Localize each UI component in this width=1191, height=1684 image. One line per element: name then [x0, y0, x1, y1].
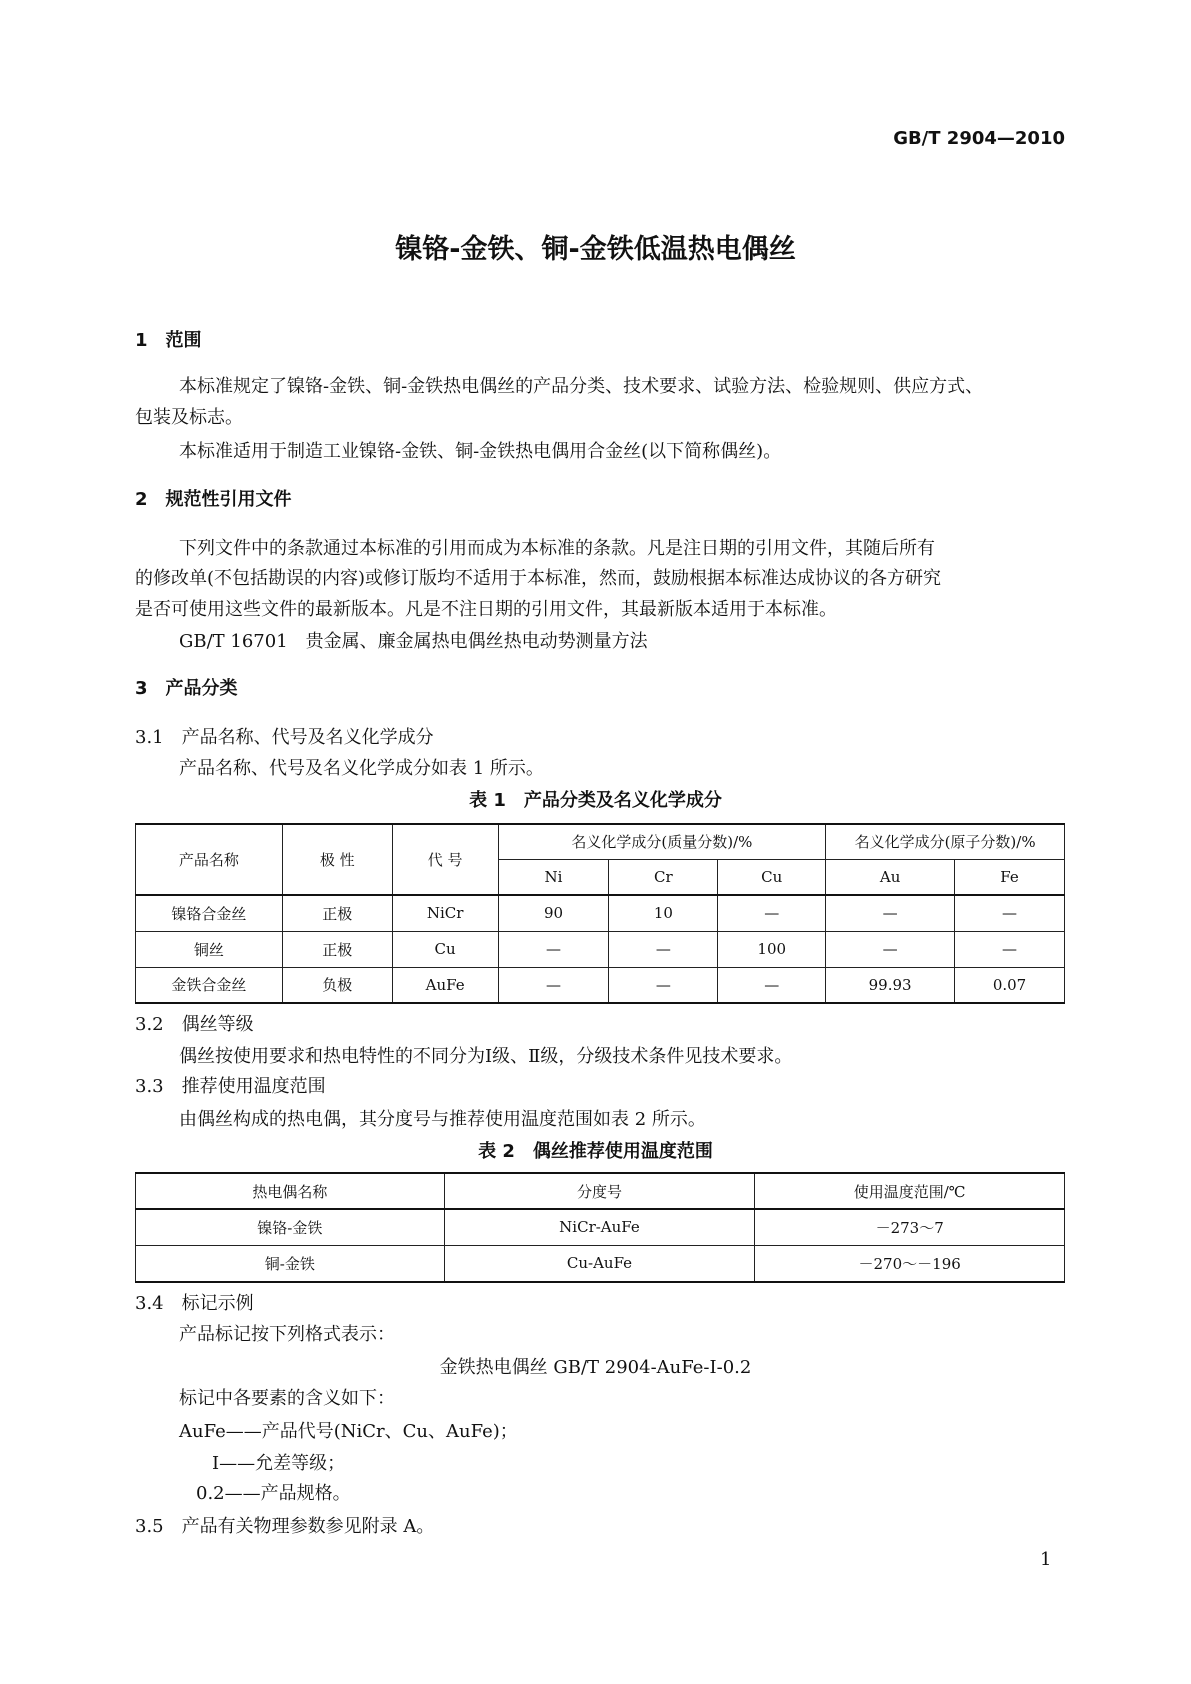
table-2 [135, 1172, 1065, 1283]
cell: — [955, 931, 1065, 967]
cell: 镍铬合金丝 [136, 895, 283, 931]
cell: 99.93 [826, 967, 955, 1003]
cell: NiCr [392, 895, 498, 931]
cell: — [498, 967, 609, 1003]
table-row [136, 931, 1065, 967]
paragraph: 产品标记按下列格式表示： [179, 1324, 395, 1345]
cell: NiCr-AuFe [444, 1209, 755, 1245]
paragraph: 是否可使用这些文件的最新版本。凡是不注日期的引用文件，其最新版本适用于本标准。 [135, 599, 837, 620]
cell: — [955, 895, 1065, 931]
section-1-heading: 1 范围 [135, 330, 202, 351]
table-row [136, 1245, 1065, 1282]
marking-example: 金铁热电偶丝 GB/T 2904-AuFe-Ⅰ-0.2 [439, 1357, 752, 1378]
reference: GB/T 16701 贵金属、廉金属热电偶丝热电动势测量方法 [179, 631, 648, 652]
paragraph: 由偶丝构成的热电偶，其分度号与推荐使用温度范围如表 2 所示。 [179, 1109, 706, 1130]
cell: — [826, 931, 955, 967]
cell: — [718, 967, 826, 1003]
subsection-heading: 3.2 偶丝等级 [135, 1014, 254, 1035]
cell: — [609, 931, 718, 967]
cell: 正极 [282, 931, 392, 967]
header-cell: 热电偶名称 [136, 1173, 445, 1209]
cell: — [826, 895, 955, 931]
header-cell: Ni [498, 859, 609, 895]
subsection-heading: 3.5 产品有关物理参数参见附录 A。 [135, 1516, 435, 1537]
cell: －273～7 [755, 1209, 1065, 1245]
header-cell: Au [826, 859, 955, 895]
table-1-title: 表 1 产品分类及名义化学成分 [469, 790, 722, 811]
cell: －270～－196 [755, 1245, 1065, 1282]
paragraph: 的修改单(不包括勘误的内容)或修订版均不适用于本标准，然而，鼓励根据本标准达成协议的各方研究 [135, 568, 942, 589]
cell: Cu [392, 931, 498, 967]
header-cell: 分度号 [444, 1173, 755, 1209]
cell: 铜-金铁 [136, 1245, 445, 1282]
cell: — [718, 895, 826, 931]
table-row [136, 967, 1065, 1003]
subsection-heading: 3.1 产品名称、代号及名义化学成分 [135, 727, 434, 748]
header-cell: Cr [609, 859, 718, 895]
page-number: 1 [1040, 1549, 1052, 1570]
cell: 90 [498, 895, 609, 931]
subsection-heading: 3.4 标记示例 [135, 1293, 254, 1314]
paragraph: 本标准适用于制造工业镍铬-金铁、铜-金铁热电偶用合金丝(以下简称偶丝)。 [179, 441, 782, 462]
cell: AuFe [392, 967, 498, 1003]
cell: 0.07 [955, 967, 1065, 1003]
paragraph: 产品名称、代号及名义化学成分如表 1 所示。 [179, 758, 544, 779]
page-title: 镍铬-金铁、铜-金铁低温热电偶丝 [395, 234, 796, 265]
paragraph: 标记中各要素的含义如下： [179, 1388, 395, 1409]
table-1 [135, 823, 1065, 1004]
cell: — [498, 931, 609, 967]
header-cell: 极 性 [282, 824, 392, 895]
cell: 10 [609, 895, 718, 931]
table-row [136, 895, 1065, 931]
cell: 100 [718, 931, 826, 967]
cell: 镍铬-金铁 [136, 1209, 445, 1245]
header-cell: 产品名称 [136, 824, 283, 895]
header-cell: 使用温度范围/℃ [755, 1173, 1065, 1209]
header-cell: 名义化学成分(原子分数)/% [826, 824, 1065, 859]
cell: 铜丝 [136, 931, 283, 967]
table-row [136, 1209, 1065, 1245]
header-cell: Fe [955, 859, 1065, 895]
cell: Cu-AuFe [444, 1245, 755, 1282]
header-cell: Cu [718, 859, 826, 895]
cell: 负极 [282, 967, 392, 1003]
header-cell: 名义化学成分(质量分数)/% [498, 824, 826, 859]
section-2-heading: 2 规范性引用文件 [135, 489, 292, 510]
table-2-title: 表 2 偶丝推荐使用温度范围 [478, 1141, 713, 1162]
standard-code: GB/T 2904—2010 [893, 128, 1065, 149]
definition: Ⅰ——允差等级； [212, 1453, 346, 1474]
paragraph: 包装及标志。 [135, 407, 243, 428]
section-3-heading: 3 产品分类 [135, 678, 238, 699]
header-cell: 代 号 [392, 824, 498, 895]
definition: AuFe——产品代号(NiCr、Cu、AuFe)； [179, 1421, 518, 1442]
subsection-heading: 3.3 推荐使用温度范围 [135, 1076, 326, 1097]
paragraph: 下列文件中的条款通过本标准的引用而成为本标准的条款。凡是注日期的引用文件，其随后所有 [179, 538, 935, 559]
cell: — [609, 967, 718, 1003]
paragraph: 偶丝按使用要求和热电特性的不同分为Ⅰ级、Ⅱ级，分级技术条件见技术要求。 [179, 1046, 793, 1067]
definition: 0.2——产品规格。 [196, 1483, 351, 1504]
cell: 正极 [282, 895, 392, 931]
paragraph: 本标准规定了镍铬-金铁、铜-金铁热电偶丝的产品分类、技术要求、试验方法、检验规则、供应方式、 [179, 376, 984, 397]
cell: 金铁合金丝 [136, 967, 283, 1003]
